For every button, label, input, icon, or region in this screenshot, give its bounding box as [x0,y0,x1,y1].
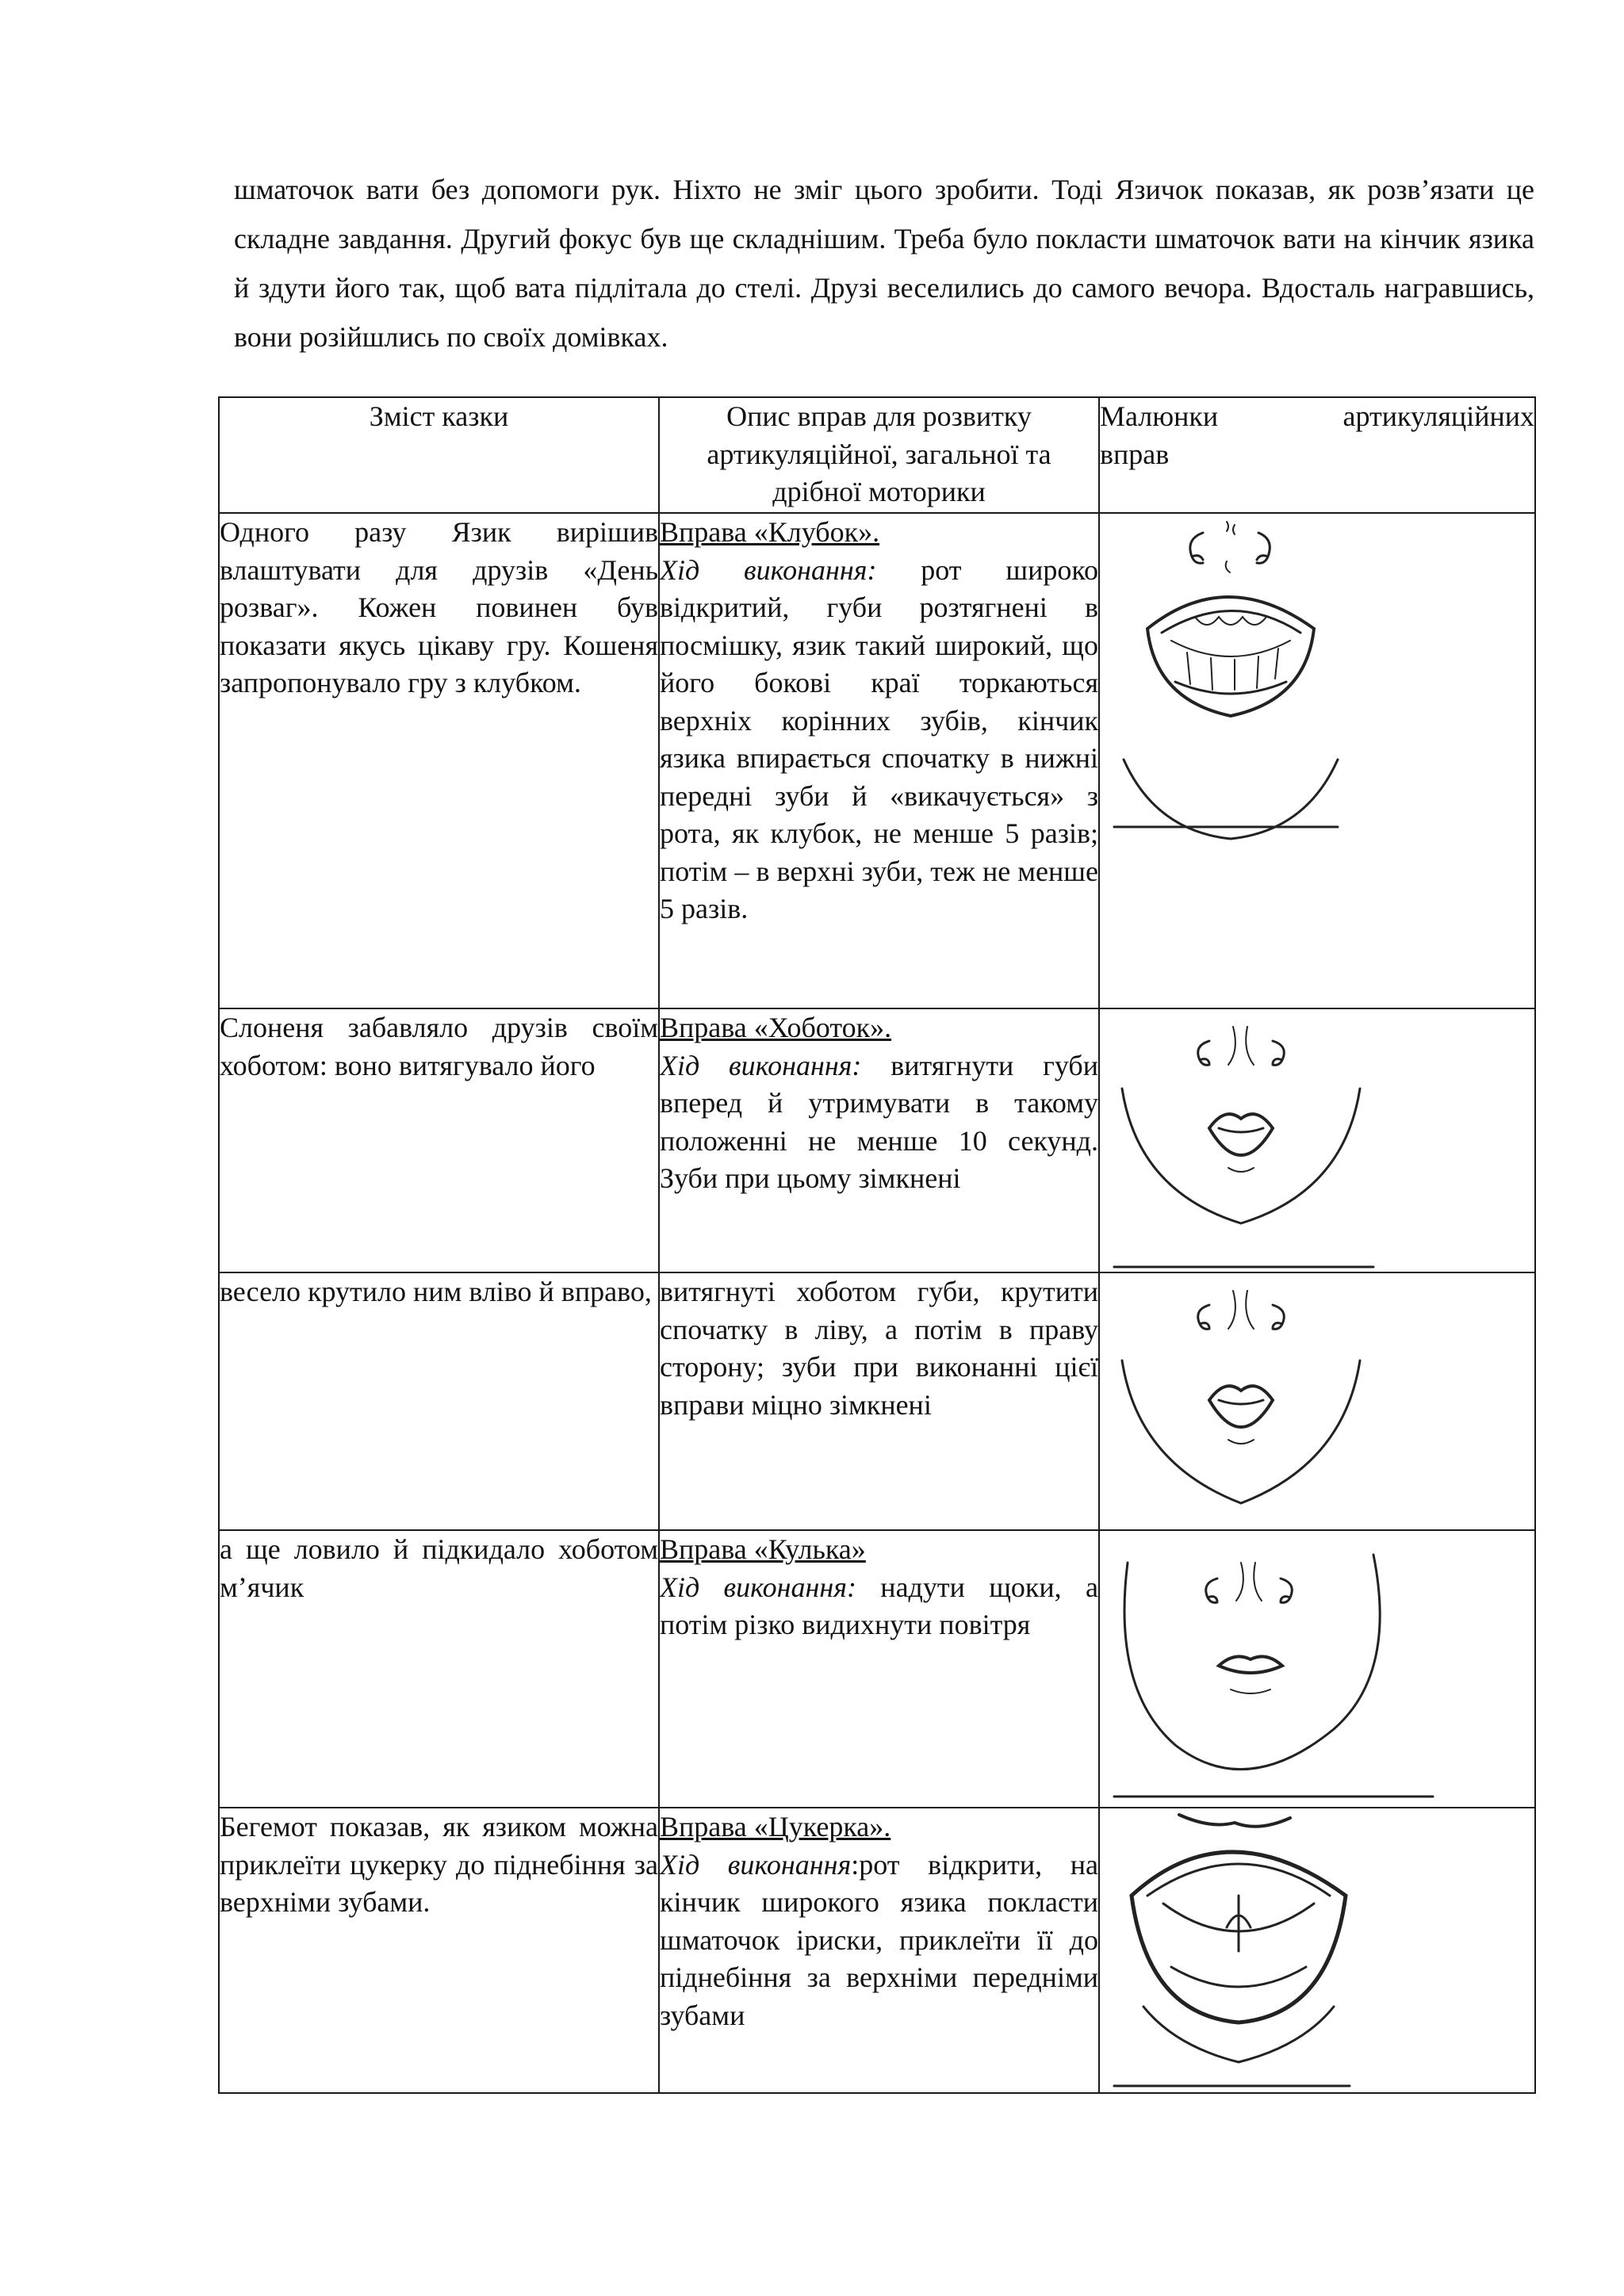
pursed-lips-illustration [1100,1273,1536,1531]
table-row [219,1808,1535,2093]
story-cell [219,1530,659,1808]
story-cell [219,1272,659,1530]
story-text: Бегемот показав, як язиком можна приклеїти цукерку до піднебіння за верхніми зубами. [220,1811,658,1918]
exercise-description: :рот відкрити, на кінчик широкого язика покласти шматочок іриски, приклеїти її до піднебіння за верхніми передніми зубами [660,1848,1098,2031]
intro-paragraph [234,165,1534,362]
puffed-cheeks-illustration [1100,1531,1536,1808]
illustration-cell [1099,1272,1535,1530]
exercise-cell [659,1530,1099,1808]
intro-text: шматочок вати без допомоги рук. Ніхто не зміг цього зробити. Тоді Язичок показав, як розв’язати це складне завдання. Другий фокус був ще складнішим. Треба було покласти шматочок вати на кінчик язика й здути його так, щоб вата підлітала до стелі. Друзі веселились до самого вечора. Вдосталь награвшись, вони розійшлись по своїх домівках. [234,174,1534,353]
exercise-cell [659,1272,1099,1530]
table-row [219,1530,1535,1808]
story-cell [219,1808,659,2093]
exercise-description: надути щоки, а потім різко видихнути повітря [660,1571,1098,1640]
header-illustrations [1099,397,1535,513]
exercise-cell [659,1808,1099,2093]
tongue-to-palate-illustration [1100,1808,1536,2094]
how-label: Хід виконання: [660,1049,862,1081]
story-cell [219,513,659,1008]
exercise-description: рот широко відкритий, губи розтягнені в посмішку, язик такий широкий, що його бокові краї торкаються верхніх корінних зубів, кінчик язика впирається спочатку в нижні передні зуби й «викачується» з рота, як клубок, не менше 5 разів; потім – в верхні зуби, теж не менше 5 разів. [660,553,1098,924]
table-row [219,1008,1535,1272]
illustration-cell [1099,513,1535,1008]
header-story-content: Зміст казки [219,397,659,513]
how-label: Хід виконання [660,1848,852,1881]
header-exercise-description: Опис вправ для розвитку артикуляційної, загальної та дрібної моторики [659,397,1099,513]
table-row [219,1272,1535,1530]
exercise-cell [659,1008,1099,1272]
exercise-title: Вправа «Клубок». [660,516,880,548]
exercise-title: Вправа «Цукерка». [660,1811,891,1843]
exercise-title: Вправа «Хоботок». [660,1012,892,1043]
exercise-title: Вправа «Кулька» [660,1533,866,1565]
exercise-description: витягнуті хоботом губи, крутити спочатку в ліву, а потім в праву сторону; зуби при виконанні цієї вправи міцно зімкнені [660,1276,1098,1421]
pursed-lips-illustration [1100,1009,1536,1273]
exercise-description: витягнути губи вперед й утримувати в такому положенні не менше 10 секунд. Зуби при цьому зімкнені [660,1049,1098,1194]
story-text: Одного разу Язик вирішив влаштувати для друзів «День розваг». Кожен повинен був показати якусь цікаву гру. Кошеня запропонувало гру з клубком. [220,516,658,698]
how-label: Хід виконання: [660,553,877,586]
table-header-row [219,397,1535,513]
wide-open-mouth-smile-illustration [1100,514,1536,1009]
exercise-cell [659,513,1099,1008]
table-row [219,513,1535,1008]
story-text: весело крутило ним вліво й вправо, [220,1276,652,1307]
header-illustrations-line1: Малюнки артикуляційних [1100,400,1534,432]
story-cell [219,1008,659,1272]
illustration-cell [1099,1808,1535,2093]
story-text: Слоненя забавляло друзів своїм хоботом: воно витягувало його [220,1012,658,1081]
story-text: а ще ловило й підкидало хоботом м’ячик [220,1533,658,1603]
illustration-cell [1099,1008,1535,1272]
header-illustrations-line2: вправ [1100,438,1170,470]
how-label: Хід виконання: [660,1571,856,1603]
exercise-table [218,396,1536,2094]
illustration-cell [1099,1530,1535,1808]
